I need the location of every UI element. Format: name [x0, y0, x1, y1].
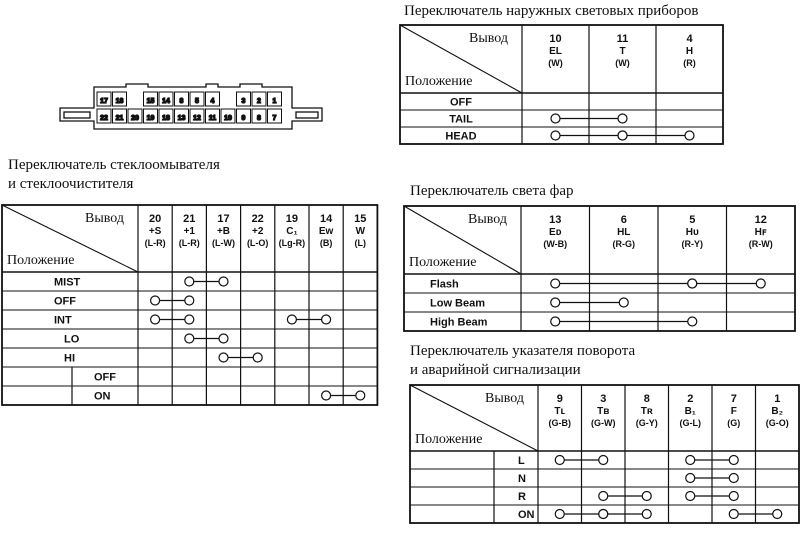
row-header-label: Положение	[7, 253, 75, 268]
terminal-code: T	[619, 46, 626, 57]
position-label: High Beam	[430, 316, 488, 329]
terminal-number: 20	[148, 213, 162, 225]
terminal-number: 15	[354, 213, 367, 225]
terminal-code: Hᴜ	[685, 227, 699, 238]
headlight-switch-title: Переключатель света фар	[410, 183, 574, 199]
terminal-code: B₁	[684, 406, 696, 417]
position-label: TAIL	[449, 113, 473, 126]
wire-color: (L-R)	[144, 238, 166, 248]
position-label: OFF	[450, 96, 472, 109]
terminal-number: 8	[643, 393, 650, 405]
pin-number: 2	[257, 98, 261, 105]
pin-number: 11	[208, 115, 217, 122]
position-label: ON	[94, 390, 111, 403]
wiper-washer-title-line1: Переключатель стеклоомывателя	[8, 157, 220, 173]
pin-number: 8	[257, 115, 261, 122]
pin-number: 1	[272, 98, 277, 105]
pin-number: 21	[115, 115, 124, 122]
pin-number: 9	[241, 115, 246, 122]
terminal-number: 3	[600, 393, 607, 405]
terminal-circle	[599, 492, 608, 501]
pin-number: 18	[162, 115, 170, 122]
terminal-number: 17	[217, 213, 230, 225]
position-label: Flash	[430, 278, 459, 291]
position-label: INT	[54, 314, 72, 327]
wire-color: (G)	[727, 418, 741, 428]
pin-number: 8	[179, 98, 184, 105]
pin-number: 17	[100, 98, 108, 105]
wire-color: (R-Y)	[681, 239, 703, 249]
terminal-number: 13	[549, 214, 562, 226]
terminal-code: Tʟ	[554, 406, 566, 417]
pin-number: 22	[100, 115, 108, 122]
wire-color: (G-L)	[679, 418, 701, 428]
terminal-code: +1	[183, 226, 196, 237]
wire-color: (G-O)	[765, 418, 789, 428]
terminal-number: 11	[616, 33, 629, 45]
wire-color: (G-Y)	[635, 418, 658, 428]
wire-color: (L-R)	[178, 238, 200, 248]
wire-color: (W)	[615, 58, 630, 68]
pin-number: 18	[115, 98, 124, 105]
exterior-lights-title: Переключатель наружных световых приборов	[404, 3, 699, 19]
wire-color: (W-B)	[543, 239, 568, 249]
terminal-number: 21	[183, 213, 196, 225]
terminal-code: +S	[148, 226, 162, 237]
wire-color: (B)	[319, 238, 333, 248]
terminal-number: 12	[754, 214, 767, 226]
terminal-number: 10	[549, 33, 562, 45]
position-label: OFF	[54, 295, 76, 308]
row-header-label: Положение	[405, 74, 473, 89]
position-label: Low Beam	[430, 297, 486, 310]
terminal-code: H	[685, 46, 694, 57]
pin-number: 3	[241, 98, 246, 105]
terminal-code: Tʀ	[640, 406, 653, 417]
position-label: HEAD	[445, 130, 477, 143]
terminal-number: 9	[556, 393, 563, 405]
terminal-number: 19	[285, 213, 299, 225]
terminal-number: 4	[686, 33, 693, 45]
terminal-code: EL	[549, 46, 562, 57]
terminal-circle	[729, 456, 738, 465]
pin-number: 14	[162, 98, 170, 105]
row-header-label: Положение	[415, 432, 483, 447]
wire-color: (R-W)	[748, 239, 773, 249]
pin-number: 4	[210, 98, 215, 105]
terminal-circle	[599, 510, 608, 519]
terminal-code: W	[355, 226, 366, 237]
turn-signal-title-line2: и аварийной сигнализации	[410, 362, 581, 378]
terminal-circle	[599, 456, 608, 465]
position-label: MIST	[54, 276, 81, 289]
pin-number: 12	[193, 115, 201, 122]
terminal-number: 22	[251, 213, 264, 225]
terminal-circle	[729, 474, 738, 483]
terminal-circle	[686, 456, 695, 465]
pin-number: 13	[177, 115, 186, 122]
column-header-label: Вывод	[468, 212, 507, 227]
position-label: ON	[518, 509, 535, 521]
pin-number: 10	[224, 115, 232, 122]
wire-color: (L-W)	[212, 238, 235, 248]
terminal-code: B₂	[771, 406, 784, 417]
terminal-code: F	[730, 406, 737, 417]
wire-color: (W)	[548, 58, 563, 68]
pin-number: 20	[131, 115, 139, 122]
wire-color: (G-W)	[591, 418, 616, 428]
wiper-washer-title-line2: и стеклоочистителя	[8, 176, 134, 192]
terminal-number: 5	[689, 214, 696, 226]
position-label: LO	[64, 333, 80, 346]
pin-number: 7	[272, 115, 277, 122]
terminal-circle	[773, 510, 782, 519]
terminal-number: 14	[319, 213, 333, 225]
terminal-circle	[729, 492, 738, 501]
terminal-code: Hꜰ	[754, 227, 767, 238]
position-label: OFF	[94, 371, 116, 384]
terminal-number: 6	[620, 214, 627, 226]
position-label: N	[518, 473, 526, 485]
position-label: HI	[64, 352, 75, 365]
turn-signal-title-line1: Переключатель указателя поворота	[410, 343, 636, 359]
terminal-code: Eᴡ	[318, 226, 334, 237]
terminal-circle	[686, 492, 695, 501]
pin-number: 19	[146, 115, 155, 122]
wire-color: (L-O)	[246, 238, 269, 248]
wire-color: (R)	[683, 58, 696, 68]
position-label: L	[518, 455, 525, 467]
wire-color: (G-B)	[548, 418, 571, 428]
wire-color: (Lg-R)	[278, 238, 306, 248]
terminal-code: Eᴅ	[549, 227, 562, 238]
terminal-number: 1	[774, 393, 781, 405]
terminal-circle	[642, 492, 651, 501]
terminal-code: +B	[216, 226, 231, 237]
terminal-code: C₁	[286, 226, 298, 237]
terminal-code: Tʙ	[597, 406, 610, 417]
terminal-circle	[642, 510, 651, 519]
wire-color: (L)	[354, 238, 367, 248]
terminal-circle	[686, 474, 695, 483]
terminal-circle	[555, 456, 564, 465]
terminal-number: 2	[687, 393, 694, 405]
pin-number: 5	[195, 98, 199, 105]
terminal-circle	[555, 510, 564, 519]
row-header-label: Положение	[409, 255, 477, 270]
position-label: R	[518, 491, 526, 503]
pin-number: 15	[146, 98, 155, 105]
wire-color: (R-G)	[612, 239, 635, 249]
terminal-circle	[729, 510, 738, 519]
column-header-label: Вывод	[469, 31, 508, 46]
terminal-code: +2	[251, 226, 264, 237]
column-header-label: Вывод	[85, 211, 124, 226]
terminal-number: 7	[730, 393, 737, 405]
terminal-code: HL	[617, 227, 631, 238]
column-header-label: Вывод	[485, 391, 524, 406]
